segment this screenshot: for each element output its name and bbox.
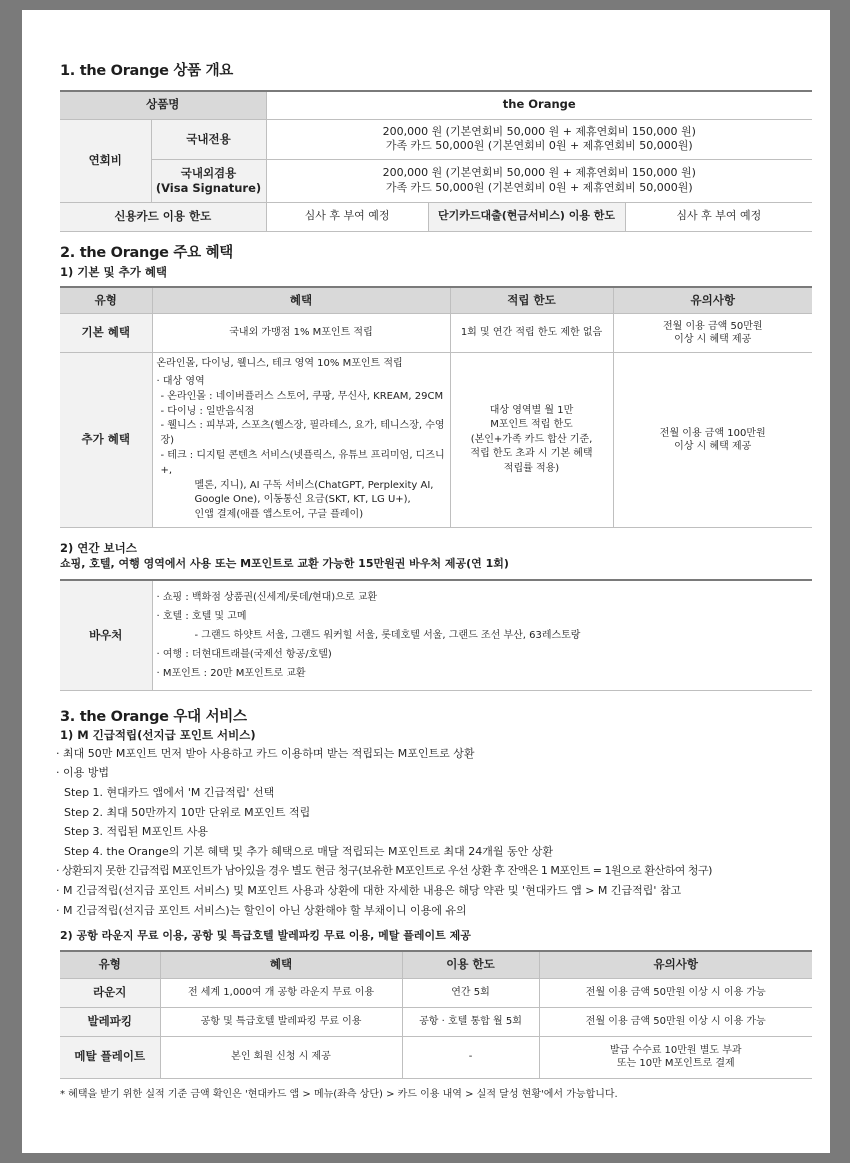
section-2-title: 2. the Orange 주요 혜택 bbox=[60, 244, 234, 261]
document-page bbox=[22, 10, 830, 1153]
basic-benefit: 국내외 가맹점 1% M포인트 적립 bbox=[152, 314, 450, 353]
extra-limit bbox=[450, 353, 613, 528]
m-emergency-list bbox=[56, 744, 812, 920]
section-2-sub-2: 2) 연간 보너스 bbox=[60, 540, 137, 555]
intl-fee-line-2: 가족 카드 50,000원 (기본연회비 0원 + 제휴연회비 50,000원) bbox=[385, 181, 693, 195]
domestic-fee bbox=[266, 119, 812, 160]
document-content bbox=[56, 62, 812, 1101]
section-2-sub-2-desc: 쇼핑, 호텔, 여행 영역에서 사용 또는 M포인트로 교환 가능한 15만원권 바우처 제공(연 1회) bbox=[60, 557, 509, 571]
basic-note bbox=[613, 314, 812, 353]
service-benefit: 본인 회원 신청 시 제공 bbox=[160, 1036, 402, 1078]
extra-line: · 대상 영역 bbox=[156, 375, 205, 387]
basic-limit: 1회 및 연간 적립 한도 제한 없음 bbox=[450, 314, 613, 353]
service-limit: 연간 5회 bbox=[402, 978, 539, 1007]
intl-fee-line-1: 200,000 원 (기본연회비 50,000 원 + 제휴연회비 150,000 원) bbox=[382, 166, 696, 180]
m-emergency-line: · M 긴급적립(선지급 포인트 서비스)는 할인이 아닌 상환해야 할 부채이니 이용에 유의 bbox=[56, 903, 467, 917]
cash-limit-label: 단기카드대출(현금서비스) 이용 한도 bbox=[428, 203, 625, 232]
extra-line: 멜론, 지니), AI 구독 서비스(ChatGPT, Perplexity AI, bbox=[194, 479, 434, 491]
service-header-benefit: 혜택 bbox=[160, 951, 402, 978]
voucher-table bbox=[60, 579, 812, 691]
service-note: 발급 수수료 10만원 별도 부과 또는 10만 M포인트로 결제 bbox=[539, 1036, 812, 1078]
intl-label bbox=[151, 160, 266, 203]
basic-note-line-1: 전월 이용 금액 50만원 bbox=[662, 320, 763, 332]
basic-note-line-2: 이상 시 혜택 제공 bbox=[674, 334, 752, 346]
service-type: 라운지 bbox=[60, 978, 160, 1007]
extra-note-line-2: 이상 시 혜택 제공 bbox=[674, 441, 752, 453]
m-emergency-line: · 이용 방법 bbox=[56, 766, 109, 780]
m-emergency-line: Step 2. 최대 50만까지 10만 단위로 M포인트 적립 bbox=[64, 805, 311, 819]
section-3-sub-2: 2) 공항 라운지 무료 이용, 공항 및 특급호텔 발레파킹 무료 이용, 메탈 플레이트 제공 bbox=[60, 929, 471, 943]
service-type: 메탈 플레이트 bbox=[60, 1036, 160, 1078]
voucher-line: · 여행 : 더현대트래블(국제선 항공/호텔) bbox=[156, 649, 332, 661]
cash-limit-value: 심사 후 부여 예정 bbox=[625, 203, 812, 232]
m-emergency-line: Step 4. the Orange의 기본 혜택 및 추가 혜택으로 매달 적립되는 M포인트로 최대 24개월 동안 상환 bbox=[64, 844, 553, 858]
benefit-header-limit: 적립 한도 bbox=[450, 287, 613, 314]
intl-label-line-1: 국내외겸용 bbox=[180, 165, 237, 180]
service-limit: - bbox=[402, 1036, 539, 1078]
extra-line: 온라인몰, 다이닝, 웰니스, 테크 영역 10% M포인트 적립 bbox=[156, 358, 403, 370]
voucher-line: · M포인트 : 20만 M포인트로 교환 bbox=[156, 668, 306, 680]
extra-limit-line: (본인+가족 카드 합산 기준, bbox=[470, 433, 593, 445]
benefit-table bbox=[60, 286, 812, 528]
section-1-title: 1. the Orange 상품 개요 bbox=[60, 63, 234, 79]
extra-line: 인앱 결제(애플 앱스토어, 구글 플레이) bbox=[194, 509, 364, 521]
intl-fee bbox=[266, 160, 812, 203]
service-header-limit: 이용 한도 bbox=[402, 951, 539, 978]
domestic-fee-line-1: 200,000 원 (기본연회비 50,000 원 + 제휴연회비 150,000 원) bbox=[382, 124, 696, 138]
extra-limit-line: 적립 한도 초과 시 기본 혜택 bbox=[470, 448, 593, 460]
voucher-details bbox=[152, 580, 812, 690]
m-emergency-line: · 상환되지 못한 긴급적립 M포인트가 남아있을 경우 별도 현금 청구(보유한 M포인트로 우선 상환 후 잔액은 1 M포인트 = 1원으로 환산하여 청구) bbox=[56, 864, 712, 878]
extra-limit-line: 대상 영역별 월 1만 bbox=[489, 404, 574, 416]
voucher-line: - 그랜드 하얏트 서울, 그랜드 워커힐 서울, 롯데호텔 서울, 그랜드 조선 부산, 63레스토랑 bbox=[194, 630, 581, 642]
extra-type: 추가 혜택 bbox=[60, 353, 152, 528]
service-header-type: 유형 bbox=[60, 951, 160, 978]
m-emergency-line: · 최대 50만 M포인트 먼저 받아 사용하고 카드 이용하며 받는 적립되는 M포인트로 상환 bbox=[56, 746, 475, 760]
voucher-line: · 쇼핑 : 백화점 상품권(신세계/롯데/현대)으로 교환 bbox=[156, 592, 378, 604]
benefit-header-type: 유형 bbox=[60, 287, 152, 314]
m-emergency-line: Step 1. 현대카드 앱에서 'M 긴급적립' 선택 bbox=[64, 786, 275, 800]
service-header-note: 유의사항 bbox=[539, 951, 812, 978]
voucher-line: · 호텔 : 호텔 및 고메 bbox=[156, 611, 247, 623]
voucher-label: 바우처 bbox=[60, 580, 152, 690]
service-type: 발레파킹 bbox=[60, 1007, 160, 1036]
extra-limit-line: M포인트 적립 한도 bbox=[490, 419, 573, 431]
service-benefit: 공항 및 특급호텔 발레파킹 무료 이용 bbox=[160, 1007, 402, 1036]
m-emergency-line: · M 긴급적립(선지급 포인트 서비스) 및 M포인트 사용과 상환에 대한 자세한 내용은 해당 약관 및 '현대카드 앱 > M 긴급적립' 참고 bbox=[56, 884, 682, 897]
premium-service-table bbox=[60, 950, 812, 1079]
service-note: 전월 이용 금액 50만원 이상 시 이용 가능 bbox=[539, 1007, 812, 1036]
section-3-sub-1: 1) M 긴급적립(선지급 포인트 서비스) bbox=[60, 728, 256, 743]
service-benefit: 전 세계 1,000여 개 공항 라운지 무료 이용 bbox=[160, 978, 402, 1007]
footnote: * 혜택을 받기 위한 실적 기준 금액 확인은 '현대카드 앱 > 메뉴(좌측 상단) > 카드 이용 내역 > 실적 달성 현황'에서 가능합니다. bbox=[60, 1088, 618, 1100]
service-limit: 공항 · 호텔 통합 월 5회 bbox=[402, 1007, 539, 1036]
domestic-label: 국내전용 bbox=[151, 119, 266, 160]
credit-limit-value: 심사 후 부여 예정 bbox=[266, 203, 428, 232]
extra-line: - 다이닝 : 일반음식점 bbox=[160, 405, 255, 417]
extra-limit-line: 적립률 적용) bbox=[503, 462, 560, 474]
section-3-title: 3. the Orange 우대 서비스 bbox=[60, 708, 247, 725]
product-overview-table bbox=[60, 90, 812, 232]
extra-line: Google One), 이동통신 요금(SKT, KT, LG U+), bbox=[194, 494, 411, 506]
extra-line: - 온라인몰 : 네이버플러스 스토어, 쿠팡, 무신사, KREAM, 29CM bbox=[160, 390, 444, 402]
service-note: 전월 이용 금액 50만원 이상 시 이용 가능 bbox=[539, 978, 812, 1007]
basic-type: 기본 혜택 bbox=[60, 314, 152, 353]
section-2-sub-1: 1) 기본 및 추가 혜택 bbox=[60, 265, 168, 280]
extra-note bbox=[613, 353, 812, 528]
extra-note-line-1: 전월 이용 금액 100만원 bbox=[659, 427, 766, 439]
product-name: the Orange bbox=[266, 91, 812, 120]
fee-label: 연회비 bbox=[60, 119, 151, 202]
extra-benefit bbox=[152, 353, 450, 528]
extra-line: - 웰니스 : 피부과, 스포츠(헬스장, 필라테스, 요가, 테니스장, 수영장) bbox=[160, 420, 445, 447]
m-emergency-line: Step 3. 적립된 M포인트 사용 bbox=[64, 825, 209, 839]
benefit-header-note: 유의사항 bbox=[613, 287, 812, 314]
benefit-header-benefit: 혜택 bbox=[152, 287, 450, 314]
extra-line: - 테크 : 디지털 콘텐츠 서비스(넷플릭스, 유튜브 프리미엄, 디즈니+, bbox=[160, 449, 445, 476]
credit-limit-label: 신용카드 이용 한도 bbox=[60, 203, 266, 232]
product-label: 상품명 bbox=[60, 91, 266, 120]
intl-label-line-2: (Visa Signature) bbox=[155, 181, 262, 196]
domestic-fee-line-2: 가족 카드 50,000원 (기본연회비 0원 + 제휴연회비 50,000원) bbox=[385, 139, 693, 153]
